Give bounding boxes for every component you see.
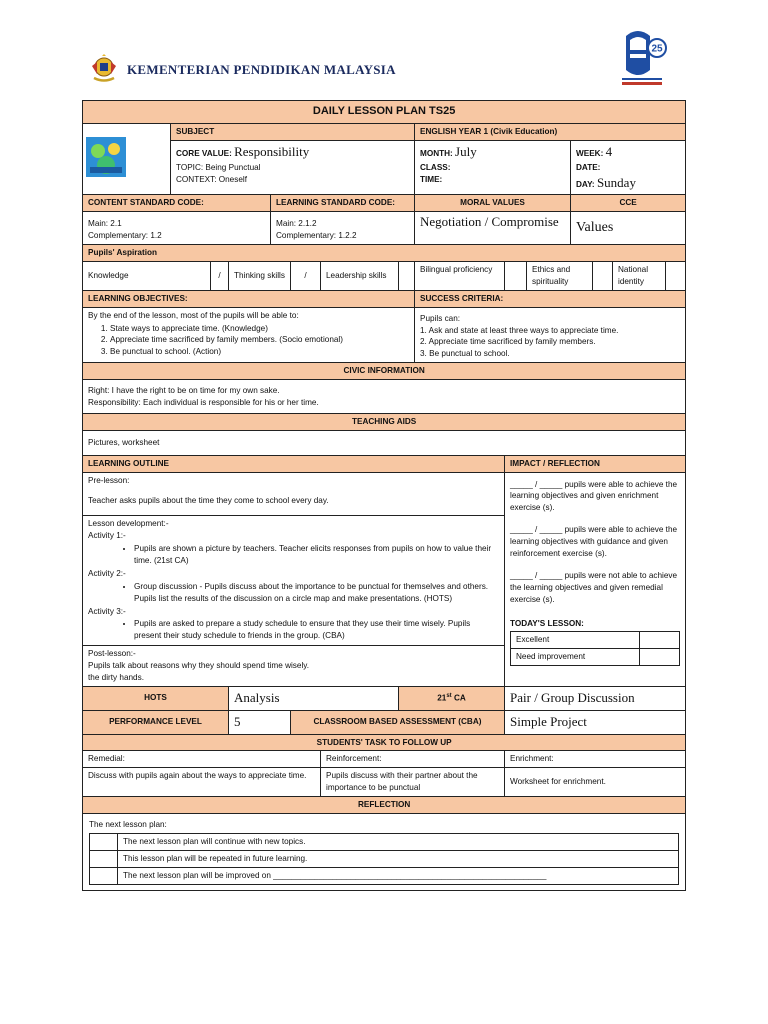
civic-right: Right: I have the right to be on time for my own sake. — [88, 386, 280, 396]
reflection-cell — [83, 814, 686, 891]
content-standard-label: CONTENT STANDARD CODE: — [83, 195, 271, 212]
bilingual-text: Bilingual proficiency — [415, 261, 505, 290]
national-text: National identity — [613, 261, 666, 290]
ca-suffix: CA — [451, 693, 466, 703]
leadership-mark — [399, 261, 415, 290]
option-checkbox[interactable] — [90, 850, 118, 867]
cce-label: CCE — [571, 195, 686, 212]
ethics-text: Ethics and spirituality — [527, 261, 593, 290]
day-label: DAY: — [576, 179, 595, 189]
class-label: CLASS: — [420, 162, 451, 172]
objectives-cell — [83, 307, 415, 363]
cba-label: CLASSROOM BASED ASSESSMENT (CBA) — [291, 710, 505, 734]
subject-value: ENGLISH YEAR 1 (Civik Education) — [415, 123, 686, 140]
reinforcement-label: Reinforcement: — [321, 751, 505, 768]
next-lesson-label: The next lesson plan: — [89, 820, 167, 830]
outline-label: LEARNING OUTLINE — [83, 455, 505, 472]
tasks-label: STUDENTS' TASK TO FOLLOW UP — [83, 734, 686, 751]
thinking-text: Thinking skills — [229, 261, 291, 290]
activity-2-text: • Group discussion - Pupils discuss about the importance to be punctual for themselves and others. Pupils list the results of the discussion on a circle map and make presentations. (HOTS) — [134, 581, 499, 605]
learning-standard-label: LEARNING STANDARD CODE: — [271, 195, 415, 212]
aids-value: Pictures, worksheet — [83, 430, 686, 455]
cba-value: Simple Project — [505, 710, 686, 734]
core-value-cell — [171, 140, 415, 195]
post-lesson-text-1: Pupils talk about reasons why they should spend time wisely. — [88, 661, 310, 671]
impact-cell — [505, 472, 686, 686]
success-item: 3. Be punctual to school. — [420, 349, 510, 359]
success-item: 2. Appreciate time sacrificed by family members. — [420, 337, 596, 347]
month-cell — [415, 140, 571, 195]
ca-sup: st — [446, 693, 452, 700]
core-value-label: CORE VALUE: — [176, 148, 232, 158]
success-cell — [415, 307, 686, 363]
performance-level-value: 5 — [229, 710, 291, 734]
learning-comp: Complementary: 1.2.2 — [276, 231, 357, 241]
performance-level-label: PERFORMANCE LEVEL — [83, 710, 229, 734]
activity-1-list — [88, 543, 499, 567]
option-checkbox[interactable] — [90, 833, 118, 850]
objectives-label: LEARNING OBJECTIVES: — [83, 290, 415, 307]
todays-lesson-label: TODAY'S LESSON: — [510, 618, 584, 628]
lesson-plan-sheet — [82, 100, 678, 891]
success-item: 1. Ask and state at least three ways to appreciate time. — [420, 325, 619, 335]
option-repeat: This lesson plan will be repeated in future learning. — [118, 850, 679, 867]
activity-2-list — [88, 581, 499, 605]
activity-3-label: Activity 3:- — [88, 606, 126, 616]
malaysia-crest-icon — [88, 54, 120, 84]
learning-standard-cell — [271, 212, 415, 245]
option-continue: The next lesson plan will continue with new topics. — [118, 833, 679, 850]
enrichment-text: Worksheet for enrichment. — [505, 768, 686, 797]
aids-label: TEACHING AIDS — [83, 413, 686, 430]
needs-improvement-checkbox[interactable] — [640, 649, 680, 666]
week-cell — [571, 140, 686, 195]
bilingual-mark — [505, 261, 527, 290]
impact-text-1: _____ / _____ pupils were able to achieve the learning objectives and given enrichment exercise (s). — [510, 479, 678, 513]
leadership-text: Leadership skills — [321, 261, 399, 290]
activity-1-label: Activity 1:- — [88, 531, 126, 541]
activity-2-label: Activity 2:- — [88, 568, 126, 578]
context-text: CONTEXT: Oneself — [176, 174, 247, 184]
date-label: DATE: — [576, 162, 601, 172]
objective-item: 2. Appreciate time sacrificed by family members. (Socio emotional) — [110, 334, 409, 346]
remedial-text: Discuss with pupils again about the ways to appreciate time. — [83, 768, 321, 797]
civic-label: CIVIC INFORMATION — [83, 363, 686, 380]
objective-item: 1. State ways to appreciate time. (Knowledge) — [110, 323, 409, 335]
objective-item: 3. Be punctual to school. (Action) — [110, 346, 409, 358]
content-main: Main: 2.1 — [88, 219, 122, 229]
ca-number: 21 — [437, 693, 447, 703]
needs-improvement-option: Need improvement — [511, 649, 640, 666]
impact-text-3: _____ / _____ pupils were not able to achieve the learning objectives and given remedial exercise (s). — [510, 570, 678, 604]
civic-responsibility: Responsibility: Each individual is responsible for his or her time. — [88, 397, 319, 407]
post-lesson-cell — [83, 646, 505, 687]
pre-lesson-text: Teacher asks pupils about the time they come to school every day. — [88, 496, 329, 506]
page-header — [0, 0, 768, 100]
thinking-mark: / — [291, 261, 321, 290]
day-value: Sunday — [596, 174, 636, 190]
success-label: SUCCESS CRITERIA: — [415, 290, 686, 307]
content-standard-cell — [83, 212, 271, 245]
subject-label: SUBJECT — [171, 123, 415, 140]
development-label: Lesson development:- — [88, 519, 169, 529]
core-value: Responsibility — [234, 143, 310, 159]
development-cell — [83, 516, 505, 646]
ministry-name: KEMENTERIAN PENDIDIKAN MALAYSIA — [127, 62, 396, 77]
moral-value: Negotiation / Compromise — [415, 212, 571, 245]
todays-lesson-table — [510, 631, 680, 666]
remedial-label: Remedial: — [83, 751, 321, 768]
month-value: July — [455, 143, 477, 159]
national-mark — [666, 261, 686, 290]
hots-label: HOTS — [83, 686, 229, 710]
knowledge-mark: / — [211, 261, 229, 290]
ca-value: Pair / Group Discussion — [505, 686, 686, 710]
post-lesson-text-2: the dirty hands. — [88, 673, 144, 683]
civic-cell — [83, 380, 686, 414]
content-comp: Complementary: 1.2 — [88, 231, 162, 241]
knowledge-text: Knowledge — [83, 261, 211, 290]
ethics-mark — [593, 261, 613, 290]
ts25-logo-icon — [616, 26, 668, 90]
post-lesson-label: Post-lesson:- — [88, 649, 136, 659]
lesson-plan-title: DAILY LESSON PLAN TS25 — [83, 101, 686, 124]
pre-lesson-cell — [83, 472, 505, 516]
reinforcement-text: Pupils discuss with their partner about the importance to be punctual — [321, 768, 505, 797]
learning-main: Main: 2.1.2 — [276, 219, 317, 229]
success-intro: Pupils can: — [420, 313, 461, 323]
activity-3-list — [88, 618, 499, 642]
hots-value: Analysis — [229, 686, 399, 710]
objectives-intro: By the end of the lesson, most of the pupils will be able to: — [88, 310, 299, 320]
ca-label — [399, 686, 505, 710]
subject-image-cell — [83, 123, 171, 194]
cce-value: Values — [571, 212, 686, 245]
excellent-option: Excellent — [511, 632, 640, 649]
topic-text: TOPIC: Being Punctual — [176, 162, 261, 172]
svg-text:25: 25 — [651, 43, 663, 55]
excellent-checkbox[interactable] — [640, 632, 680, 649]
option-checkbox[interactable] — [90, 867, 118, 884]
week-label: WEEK: — [576, 148, 604, 158]
impact-text-2: _____ / _____ pupils were able to achieve the learning objectives with guidance and given reinforcement exercise (s). — [510, 525, 678, 558]
next-lesson-options — [89, 833, 679, 885]
moral-values-label: MORAL VALUES — [415, 195, 571, 212]
lesson-plan-table — [82, 100, 686, 891]
activity-1-text: • Pupils are shown a picture by teachers. Teacher elicits responses from pupils on how to value their time. (21st CA) — [134, 543, 499, 567]
pre-lesson-label: Pre-lesson: — [88, 475, 130, 485]
textbook-cover-icon — [86, 137, 126, 177]
aspiration-label: Pupils' Aspiration — [83, 245, 686, 262]
month-label: MONTH: — [420, 148, 453, 158]
time-label: TIME: — [420, 174, 443, 184]
enrichment-label: Enrichment: — [505, 751, 686, 768]
impact-label: IMPACT / REFLECTION — [505, 455, 686, 472]
week-value: 4 — [605, 143, 613, 159]
activity-3-text: • Pupils are asked to prepare a study schedule to ensure that they use their time wisely. Pupils present their study schedule to friends in the group. (CBA) — [134, 618, 499, 642]
option-improve: The next lesson plan will be improved on ____________________________________________________________ — [118, 867, 679, 884]
objectives-list — [88, 323, 409, 359]
reflection-label: REFLECTION — [83, 797, 686, 814]
